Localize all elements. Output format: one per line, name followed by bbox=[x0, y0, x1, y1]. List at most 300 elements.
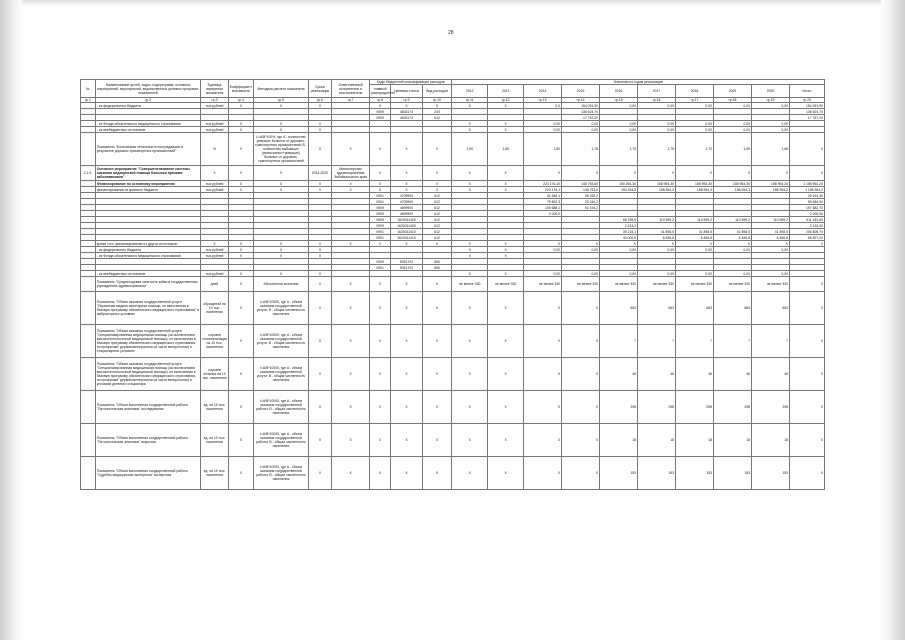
row-label: Показатель "Больничная летальность пострадавших в результате дорожно-транспортных происшествий" bbox=[95, 133, 201, 166]
table-cell: 663 bbox=[752, 292, 790, 325]
table-cell: Х bbox=[201, 241, 228, 247]
row-label: Показатель "Объем оказания государственной услуги "Первичная медико-санитарная помощь, не включенная в базовую программу обязательного медицинского страхования" в амбулаторных условиях bbox=[95, 292, 201, 325]
table-cell: 0901 bbox=[370, 193, 391, 199]
table-cell bbox=[81, 391, 96, 424]
table-cell: 4709900 bbox=[391, 193, 423, 199]
table-cell: 153 bbox=[600, 457, 638, 490]
table-cell: 1,80 bbox=[524, 133, 562, 166]
table-cell: 25 161,30 bbox=[789, 193, 824, 199]
table-cell: Х bbox=[752, 241, 790, 247]
table-cell: Х bbox=[524, 358, 562, 391]
table-cell: 612 bbox=[422, 115, 452, 121]
table-cell: 46 bbox=[676, 358, 714, 391]
table-cell: 0,00 bbox=[676, 127, 714, 133]
table-cell: 0,00 bbox=[752, 121, 790, 127]
table-cell: 612 bbox=[422, 235, 452, 241]
table-cell: 35 315,2 bbox=[562, 193, 600, 199]
table-cell: 65 827,20 bbox=[789, 235, 824, 241]
table-cell: 158 954,3 bbox=[714, 187, 752, 193]
table-cell: 46 bbox=[752, 358, 790, 391]
table-cell: Х bbox=[228, 457, 253, 490]
scan-left-shadow bbox=[0, 0, 22, 640]
table-cell: I=A/B*10000, где A - объем оказания государственной работы; B - общая численность населения bbox=[254, 391, 309, 424]
row-label: Показатель "Объем оказания государственной услуги "Специализированная медицинская помощь (за исключением высокотехнологичной медицинской помощи), не включенная в базовую программу обязательного медицинского страхования, по профилям" дерматовенерологии (в части венерологии) в стационарных условиях bbox=[95, 325, 201, 358]
table-cell: 1,85 bbox=[488, 133, 524, 166]
table-cell: Х bbox=[228, 247, 253, 253]
table-cell: Х bbox=[228, 103, 253, 109]
table-cell: Х bbox=[422, 277, 452, 292]
table-cell: Х bbox=[524, 292, 562, 325]
table-cell: 1,75 bbox=[638, 133, 676, 166]
table-cell: 1,70 bbox=[676, 133, 714, 166]
table-cell: Х bbox=[524, 325, 562, 358]
table-cell: Х bbox=[370, 241, 391, 247]
table-cell: Х bbox=[332, 187, 370, 193]
table-cell: Х bbox=[228, 424, 253, 457]
table-cell: 0909 bbox=[370, 205, 391, 211]
table-cell: 2014-2020 bbox=[308, 166, 331, 181]
table-cell: 0,00 bbox=[524, 121, 562, 127]
table-cell: Х bbox=[562, 358, 600, 391]
table-cell: Х bbox=[391, 277, 423, 292]
table-cell: 0,00 bbox=[676, 103, 714, 109]
column-number: гр.11 bbox=[452, 98, 488, 103]
table-cell: Х bbox=[228, 277, 253, 292]
table-cell: Х bbox=[332, 292, 370, 325]
table-cell: 298 bbox=[752, 391, 790, 424]
hdr-num: № bbox=[81, 80, 96, 98]
table-cell: обращений на 10 тыс. населения bbox=[201, 292, 228, 325]
hdr-year: 2018 bbox=[676, 85, 714, 98]
table-cell: Х bbox=[562, 424, 600, 457]
column-number: гр.8 bbox=[370, 98, 391, 103]
table-cell: I=A/B*10000, где A - объем оказания государственной работы; B - общая численность населения bbox=[254, 424, 309, 457]
hdr-year: 2013 bbox=[488, 85, 524, 98]
table-cell: 4699900 bbox=[391, 205, 423, 211]
table-cell bbox=[81, 358, 96, 391]
table-cell: 150 254,30 bbox=[600, 181, 638, 187]
table-cell: 40 000,0 bbox=[600, 235, 638, 241]
hdr-coef: Коэффициент значимости bbox=[228, 80, 253, 98]
table-row bbox=[81, 325, 825, 358]
table-cell: 7 bbox=[638, 325, 676, 358]
table-cell: Х bbox=[308, 253, 331, 259]
table-cell: 4709900 bbox=[391, 199, 423, 205]
column-number: гр.10 bbox=[422, 98, 452, 103]
table-cell: 0,00 bbox=[638, 271, 676, 277]
table-cell: Х bbox=[308, 187, 331, 193]
table-cell: Х bbox=[254, 127, 309, 133]
table-cell: не менее 330 bbox=[752, 277, 790, 292]
table-cell: 0909 bbox=[370, 109, 391, 115]
table-cell: Х bbox=[332, 325, 370, 358]
table-cell: Х bbox=[789, 457, 824, 490]
table-row bbox=[81, 391, 825, 424]
table-cell: Х bbox=[308, 247, 331, 253]
table-cell: 4699900 bbox=[391, 211, 423, 217]
table-cell: Х bbox=[254, 271, 309, 277]
table-cell: 0,00 bbox=[676, 247, 714, 253]
table-cell: 158 954,3 bbox=[638, 187, 676, 193]
table-cell: не менее 330 bbox=[600, 277, 638, 292]
table-cell: Х bbox=[488, 121, 524, 127]
table-cell: 154 091,90 bbox=[562, 103, 600, 109]
table-cell: 0,00 bbox=[714, 271, 752, 277]
table-cell: Х bbox=[452, 241, 488, 247]
table-cell: 17 767,20 bbox=[789, 115, 824, 121]
program-table bbox=[80, 79, 825, 490]
table-cell: 7 bbox=[714, 325, 752, 358]
table-cell: Х bbox=[308, 121, 331, 127]
table-cell: 148 753,6 bbox=[562, 187, 600, 193]
table-row bbox=[81, 292, 825, 325]
table-cell: Х bbox=[370, 424, 391, 457]
table-cell: 0,00 bbox=[638, 121, 676, 127]
table-cell: Х bbox=[452, 271, 488, 277]
table-cell: Х bbox=[370, 358, 391, 391]
table-cell: тыс.рублей bbox=[201, 127, 228, 133]
table-cell: 0909 bbox=[370, 217, 391, 223]
table-cell: Х bbox=[332, 181, 370, 187]
hdr-year: Итого bbox=[789, 85, 824, 98]
scan-top-shadow bbox=[0, 0, 905, 6]
column-number: гр.15 bbox=[600, 98, 638, 103]
table-cell: 1620011400 bbox=[391, 223, 423, 229]
table-cell: 148 753,60 bbox=[562, 181, 600, 187]
table-cell: 560 bbox=[422, 259, 452, 265]
table-cell: 0,00 bbox=[714, 247, 752, 253]
table-cell: Х bbox=[638, 166, 676, 181]
column-number: гр.16 bbox=[638, 98, 676, 103]
table-cell: Х bbox=[228, 241, 253, 247]
table-cell: Х bbox=[391, 325, 423, 358]
column-number: гр.7 bbox=[332, 98, 370, 103]
table-cell: Х bbox=[789, 358, 824, 391]
table-cell bbox=[81, 277, 96, 292]
column-number: гр.2 bbox=[95, 98, 201, 103]
table-cell: Х bbox=[524, 391, 562, 424]
table-cell: Х bbox=[370, 277, 391, 292]
table-cell: 0,00 bbox=[600, 247, 638, 253]
table-cell: I=A/B*10000, где A - объем оказания государственной услуги; B - общая численность населения bbox=[254, 325, 309, 358]
table-cell: 1,68 bbox=[752, 133, 790, 166]
table-cell: 4833174 bbox=[391, 115, 423, 121]
scan-right-shadow bbox=[881, 0, 905, 640]
table-cell: 0,00 bbox=[752, 103, 790, 109]
row-label: Показатель "Объем выполнения государственной работы "Судебно-медицинская экспертиза" экспертиза bbox=[95, 457, 201, 490]
table-cell: 612 bbox=[422, 193, 452, 199]
column-number: гр.12 bbox=[488, 98, 524, 103]
table-cell: 663 bbox=[600, 292, 638, 325]
table-cell: не менее 330 bbox=[562, 277, 600, 292]
table-cell: I=A/B*10000, где A - объем оказания государственной работы; B - общая численность населения bbox=[254, 457, 309, 490]
hdr-year: 2017 bbox=[638, 85, 676, 98]
table-cell: Х bbox=[488, 241, 524, 247]
table-cell: 0,00 bbox=[638, 247, 676, 253]
table-cell: тыс.рублей bbox=[201, 247, 228, 253]
table-cell: 560 bbox=[422, 265, 452, 271]
table-cell: 41 898,5 bbox=[638, 229, 676, 235]
table-cell: 0,00 bbox=[562, 247, 600, 253]
column-number: гр.17 bbox=[676, 98, 714, 103]
table-cell: Х bbox=[254, 187, 309, 193]
table-cell: Х bbox=[714, 241, 752, 247]
table-cell: Х bbox=[228, 292, 253, 325]
table-cell: Х bbox=[254, 166, 309, 181]
table-cell: I=A/B*10000, где A - объем оказания государственной услуги; B - общая численность населения bbox=[254, 292, 309, 325]
table-cell: 6 456,8 bbox=[714, 235, 752, 241]
table-cell: Х bbox=[452, 457, 488, 490]
table-cell: 154 091,90 bbox=[789, 103, 824, 109]
table-cell: Х bbox=[562, 391, 600, 424]
table-cell: Х bbox=[488, 292, 524, 325]
table-cell: Х bbox=[422, 391, 452, 424]
table-cell: не менее 330 bbox=[714, 277, 752, 292]
table-cell: тыс.рублей bbox=[201, 103, 228, 109]
hdr-kbk-article: Целевая статья bbox=[391, 85, 423, 98]
table-cell: Х bbox=[789, 424, 824, 457]
table-cell: 158 954,3 bbox=[676, 187, 714, 193]
table-cell: Х bbox=[562, 166, 600, 181]
table-cell: Х bbox=[201, 166, 228, 181]
table-cell: 1620011410 bbox=[391, 235, 423, 241]
table-cell: Х bbox=[308, 424, 331, 457]
column-number: гр.6 bbox=[308, 98, 331, 103]
table-cell: Х bbox=[452, 358, 488, 391]
table-cell: 136 624,70 bbox=[789, 109, 824, 115]
table-cell: Х bbox=[488, 181, 524, 187]
table-cell: Х bbox=[600, 166, 638, 181]
table-cell: 110 599,2 bbox=[714, 217, 752, 223]
table-cell: 1620011410 bbox=[391, 229, 423, 235]
table-cell: 0,00 bbox=[638, 103, 676, 109]
table-cell: 4833174 bbox=[391, 109, 423, 115]
table-cell: Х bbox=[332, 277, 370, 292]
table-cell: Х bbox=[308, 133, 331, 166]
table-cell: 158 954,30 bbox=[714, 181, 752, 187]
table-cell bbox=[81, 292, 96, 325]
table-cell: 110 599,2 bbox=[752, 217, 790, 223]
table-row bbox=[81, 277, 825, 292]
table-cell: 2.1.9. bbox=[81, 166, 96, 181]
table-cell: 6 456,8 bbox=[638, 235, 676, 241]
table-cell: 663 bbox=[676, 292, 714, 325]
table-cell: Х bbox=[308, 127, 331, 133]
table-cell: Х bbox=[488, 127, 524, 133]
table-cell: 0,00 bbox=[638, 127, 676, 133]
table-cell: % bbox=[201, 133, 228, 166]
table-cell bbox=[81, 424, 96, 457]
table-cell bbox=[81, 457, 96, 490]
table-cell: Х bbox=[254, 181, 309, 187]
table-cell: Х bbox=[308, 277, 331, 292]
table-cell: Х bbox=[422, 241, 452, 247]
table-cell: 0,00 bbox=[524, 127, 562, 133]
table-cell: Х bbox=[332, 358, 370, 391]
table-cell: Х bbox=[370, 181, 391, 187]
table-cell: тыс.рублей bbox=[201, 187, 228, 193]
table-cell: 0,00 bbox=[752, 247, 790, 253]
table-cell: Х bbox=[332, 133, 370, 166]
row-label: Показатель "Объем оказания государственной услуги "Специализированная медицинская помощь (за исключением высокотехнологичной медицинской помощи), не включенная в базовую программу обязательного медицинского страхования, по профилям" дерматовенерологии (в части венерологии) в условиях дневного стационара bbox=[95, 358, 201, 391]
table-cell: тыс.рублей bbox=[201, 253, 228, 259]
table-cell: 223 176,1 bbox=[524, 187, 562, 193]
table-cell: 0909 bbox=[370, 259, 391, 265]
table-cell: Х bbox=[308, 457, 331, 490]
table-cell: 18 bbox=[638, 424, 676, 457]
table-cell: случаев лечения на 10 тыс. населения bbox=[201, 358, 228, 391]
table-cell: 0,00 bbox=[714, 121, 752, 127]
table-cell: 1,90 bbox=[452, 133, 488, 166]
table-cell: 0909 bbox=[370, 115, 391, 121]
table-cell: 206 806,70 bbox=[789, 229, 824, 235]
table-cell: Х bbox=[452, 121, 488, 127]
table-cell: тыс.рублей bbox=[201, 181, 228, 187]
hdr-unit: Единица измерения показателя bbox=[201, 80, 228, 98]
table-cell: 612 bbox=[422, 229, 452, 235]
table-row bbox=[81, 457, 825, 490]
table-cell: Х bbox=[370, 133, 391, 166]
column-number: гр.19 bbox=[752, 98, 790, 103]
table-cell: Х bbox=[391, 181, 423, 187]
table-cell: 0,00 bbox=[600, 127, 638, 133]
hdr-terms: Сроки реализации bbox=[308, 80, 331, 98]
table-cell: Х bbox=[752, 166, 790, 181]
table-cell: 110 599,2 bbox=[676, 217, 714, 223]
table-cell: Х bbox=[452, 187, 488, 193]
table-cell: Х bbox=[370, 292, 391, 325]
table-row bbox=[81, 166, 825, 181]
table-cell: Х bbox=[370, 457, 391, 490]
table-cell: Х bbox=[562, 325, 600, 358]
hdr-method: Методика расчета показателя bbox=[254, 80, 309, 98]
table-cell: 0909 bbox=[370, 223, 391, 229]
table-cell: Х bbox=[488, 391, 524, 424]
table-cell: Х bbox=[422, 103, 452, 109]
table-cell: ед. на 10 тыс. населения bbox=[201, 391, 228, 424]
table-cell: Х bbox=[391, 241, 423, 247]
table-cell: 2 133,30 bbox=[789, 223, 824, 229]
table-cell: Х bbox=[714, 166, 752, 181]
table-cell: 0901 bbox=[370, 199, 391, 205]
table-cell: 298 bbox=[714, 391, 752, 424]
table-cell: Х bbox=[391, 133, 423, 166]
table-cell: 0909 bbox=[370, 211, 391, 217]
hdr-year: 2015 bbox=[562, 85, 600, 98]
table-cell: Х bbox=[452, 127, 488, 133]
table-cell: Х bbox=[562, 292, 600, 325]
table-cell: Х bbox=[488, 424, 524, 457]
table-cell: Х bbox=[524, 457, 562, 490]
table-cell: Х bbox=[452, 424, 488, 457]
table-cell: 153 bbox=[638, 457, 676, 490]
hdr-name: Наименование целей, задач, подпрограмм, основных мероприятий, мероприятий, ведомственных целевых программ, показателей bbox=[95, 80, 201, 98]
table-cell: 5051702 bbox=[391, 265, 423, 271]
table-cell: 0,00 bbox=[562, 127, 600, 133]
table-row bbox=[81, 358, 825, 391]
table-cell: 59 846,50 bbox=[789, 199, 824, 205]
table-cell: не менее 330 bbox=[638, 277, 676, 292]
table-cell: Х bbox=[308, 103, 331, 109]
table-cell: Х bbox=[422, 187, 452, 193]
table-cell: Х bbox=[228, 133, 253, 166]
table-cell: 0,00 bbox=[752, 127, 790, 133]
table-cell: Х bbox=[488, 103, 524, 109]
table-cell: 1,78 bbox=[562, 133, 600, 166]
page-number: 28 bbox=[448, 30, 454, 36]
table-cell: Х bbox=[452, 103, 488, 109]
table-cell: 244 bbox=[422, 109, 452, 115]
hdr-values-group: Значения по годам реализации bbox=[452, 80, 825, 85]
table-cell: 663 bbox=[638, 292, 676, 325]
table-cell: Х bbox=[422, 358, 452, 391]
column-number: гр.18 bbox=[714, 98, 752, 103]
table-cell: 612 bbox=[422, 211, 452, 217]
table-cell: 6 456,8 bbox=[676, 235, 714, 241]
table-cell: Х bbox=[228, 127, 253, 133]
table-cell: 298 bbox=[676, 391, 714, 424]
hdr-kbk-group: Коды бюджетной классификации расходов bbox=[370, 80, 452, 85]
table-cell: Х bbox=[228, 181, 253, 187]
table-cell: 7 bbox=[752, 325, 790, 358]
table-cell: 0,00 bbox=[600, 121, 638, 127]
table-cell: Х bbox=[228, 358, 253, 391]
column-number: гр.4 bbox=[228, 98, 253, 103]
table-cell: Х bbox=[562, 457, 600, 490]
table-cell: Х bbox=[789, 292, 824, 325]
table-cell: 41 846,1 bbox=[524, 193, 562, 199]
column-number: гр.3 bbox=[201, 98, 228, 103]
table-cell: I=A/B*10000, где A - объем оказания государственной услуги; B - общая численность населения bbox=[254, 358, 309, 391]
table-cell: 6 456,8 bbox=[752, 235, 790, 241]
table-cell: ед. на 10 тыс. населения bbox=[201, 457, 228, 490]
table-cell: Х bbox=[524, 166, 562, 181]
table-cell: 75 602,3 bbox=[524, 199, 562, 205]
column-number: гр.14 bbox=[562, 98, 600, 103]
table-cell: Х bbox=[254, 241, 309, 247]
table-cell: не менее 330 bbox=[488, 277, 524, 292]
row-label: - из внебюджетных источников bbox=[95, 127, 201, 133]
table-cell: Х bbox=[524, 241, 562, 247]
hdr-year: 2019 bbox=[714, 85, 752, 98]
row-label: - из Фонда обязательного медицинского страхования bbox=[95, 121, 201, 127]
table-cell: Х bbox=[789, 166, 824, 181]
table-cell: Х bbox=[488, 187, 524, 193]
table-cell: 0,0 bbox=[524, 103, 562, 109]
hdr-kbk-type: Вид расходов bbox=[422, 85, 452, 98]
table-cell: 18 bbox=[676, 424, 714, 457]
table-cell: 110 599,2 bbox=[638, 217, 676, 223]
table-cell: 39 215,1 bbox=[600, 229, 638, 235]
table-cell: Х bbox=[332, 391, 370, 424]
table-cell: 17 767,20 bbox=[562, 115, 600, 121]
table-cell: Х bbox=[676, 241, 714, 247]
table-cell: 612 bbox=[422, 217, 452, 223]
table-cell: 92 194,2 bbox=[562, 205, 600, 211]
table-cell: Х bbox=[488, 166, 524, 181]
table-cell: Х bbox=[422, 292, 452, 325]
hdr-year: 2014 bbox=[524, 85, 562, 98]
table-cell: 0,00 bbox=[714, 103, 752, 109]
row-label: Основное мероприятие "Совершенствование системы оказания медицинской помощи больным прочими заболеваниями" bbox=[95, 166, 201, 181]
table-cell: Х bbox=[638, 241, 676, 247]
table-cell: Х bbox=[391, 166, 423, 181]
table-cell: 153 bbox=[714, 457, 752, 490]
column-number: гр.13 bbox=[524, 98, 562, 103]
table-cell: 41 898,5 bbox=[714, 229, 752, 235]
column-number: гр.5 bbox=[254, 98, 309, 103]
table-cell: 18 bbox=[714, 424, 752, 457]
